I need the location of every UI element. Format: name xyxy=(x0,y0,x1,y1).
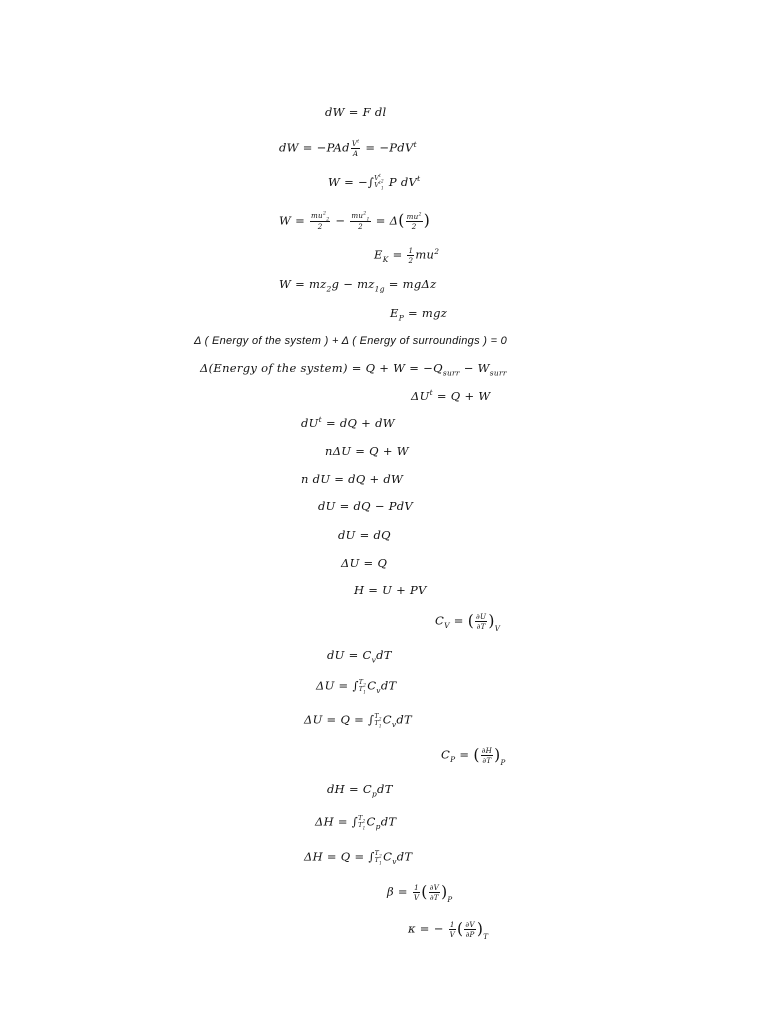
integral-limits: $T_2$ $T_1$ xyxy=(358,815,366,830)
fraction: $\frac{V^t}{A}$ xyxy=(351,139,360,159)
equation-dh-cp: dH = $C_pdT$ xyxy=(327,782,393,799)
equation-cp-definition: $C_P$ = ( $\frac{\partial H}{\partial T}$ )$_P$ xyxy=(441,745,506,768)
fraction: $\frac{mu^2_1}{2}$ xyxy=(351,211,370,232)
fraction: $\frac{1}{2}$ xyxy=(408,246,414,266)
equation-delta-u-integral: ΔU = ∫ $T_2$ $T_1$ $C_vdT$ xyxy=(316,678,397,695)
integral-limits: $T_2$ $T_1$ xyxy=(374,713,382,728)
equation-potential-energy: $E_P$ = mgz xyxy=(390,306,448,323)
equation-internal-energy-pdv: dU = dQ − PdV xyxy=(318,499,414,513)
equation-du-cv: dU = $C_vdT$ xyxy=(327,648,392,665)
fraction: $\frac{mu^2_2}{2}$ xyxy=(310,211,330,232)
fraction: $\frac{\partial H}{\partial T}$ xyxy=(481,746,493,766)
equation-internal-energy-heat: dU = dQ xyxy=(338,528,391,542)
fraction: $\frac{\partial V}{\partial P}$ xyxy=(465,920,475,940)
equation-delta-u-q-integral: ΔU = Q = ∫ $T_2$ $T_1$ $C_vdT$ xyxy=(304,712,413,729)
integral-limits: $V^t_2$ $V^t_1$ xyxy=(374,173,384,191)
equation-first-law-total: $\Delta U^t = Q + W$ xyxy=(411,388,491,403)
equation-energy-balance-words: Δ ( Energy of the system ) + Δ ( Energy of surroundings ) = 0 xyxy=(194,335,508,347)
fraction: $\frac{\partial V}{\partial T}$ xyxy=(429,883,440,903)
equation-isothermal-compressibility: κ = − $\frac{1}{V}$ ( $\frac{\partial V}{\partial P}$ )$_T$ xyxy=(408,919,489,942)
equation-work-integral: W = −∫ $V^t_2$ $V^t_1$ P $dV^t$ xyxy=(328,173,421,191)
equation-first-law-molar-differential: n dU = dQ + dW xyxy=(301,472,404,486)
fraction: $\frac{\partial U}{\partial T}$ xyxy=(476,612,487,632)
equation-first-law-molar: nΔU = Q + W xyxy=(325,444,409,458)
equation-work-force: dW = F dl xyxy=(325,105,387,119)
equation-delta-u-heat: ΔU = Q xyxy=(341,556,388,570)
equation-kinetic-work: W = $\frac{mu^2_2}{2}$ − $\frac{mu^2_1}{2}$ = Δ( $\frac{mu^2}{2}$ ) xyxy=(279,211,431,232)
equation-kinetic-energy: $E_K$ = $\frac{1}{2}$ $mu^2$ xyxy=(374,246,440,266)
fraction: $\frac{1}{V}$ xyxy=(413,883,420,903)
fraction: $\frac{mu^2}{2}$ xyxy=(406,211,422,231)
integral-limits: $T_2$ $T_1$ xyxy=(358,679,367,694)
equation-cv-definition: $C_V$ = ( $\frac{\partial U}{\partial T}$ )$_V$ xyxy=(435,611,501,634)
fraction: $\frac{1}{V}$ xyxy=(449,920,456,940)
integral-limits: $T_2$ $T_1$ xyxy=(374,850,383,865)
equation-delta-h-integral: ΔH = ∫ $T_2$ $T_1$ $C_pdT$ xyxy=(315,814,397,831)
equation-energy-balance: Δ(Energy of the system) = $Q + W = -Q_{surr} - W_{surr}$ xyxy=(200,361,507,378)
equation-potential-work: $W = mz_2g - mz_{1g} = mg\Delta z$ xyxy=(279,277,437,294)
equation-volume-expansivity: β = $\frac{1}{V}$ ( $\frac{\partial V}{\partial T}$ )$_P$ xyxy=(387,882,453,905)
equation-work-pressure-volume: dW = −PAd $\frac{V^t}{A}$ = −PdV$^t$ xyxy=(279,139,417,159)
equation-first-law-differential: $dU^t$ = dQ + dW xyxy=(301,415,395,430)
equation-enthalpy: H = U + PV xyxy=(354,583,427,597)
equation-delta-h-q-integral: ΔH = Q = ∫ $T_2$ $T_1$ $C_vdT$ xyxy=(304,849,413,866)
